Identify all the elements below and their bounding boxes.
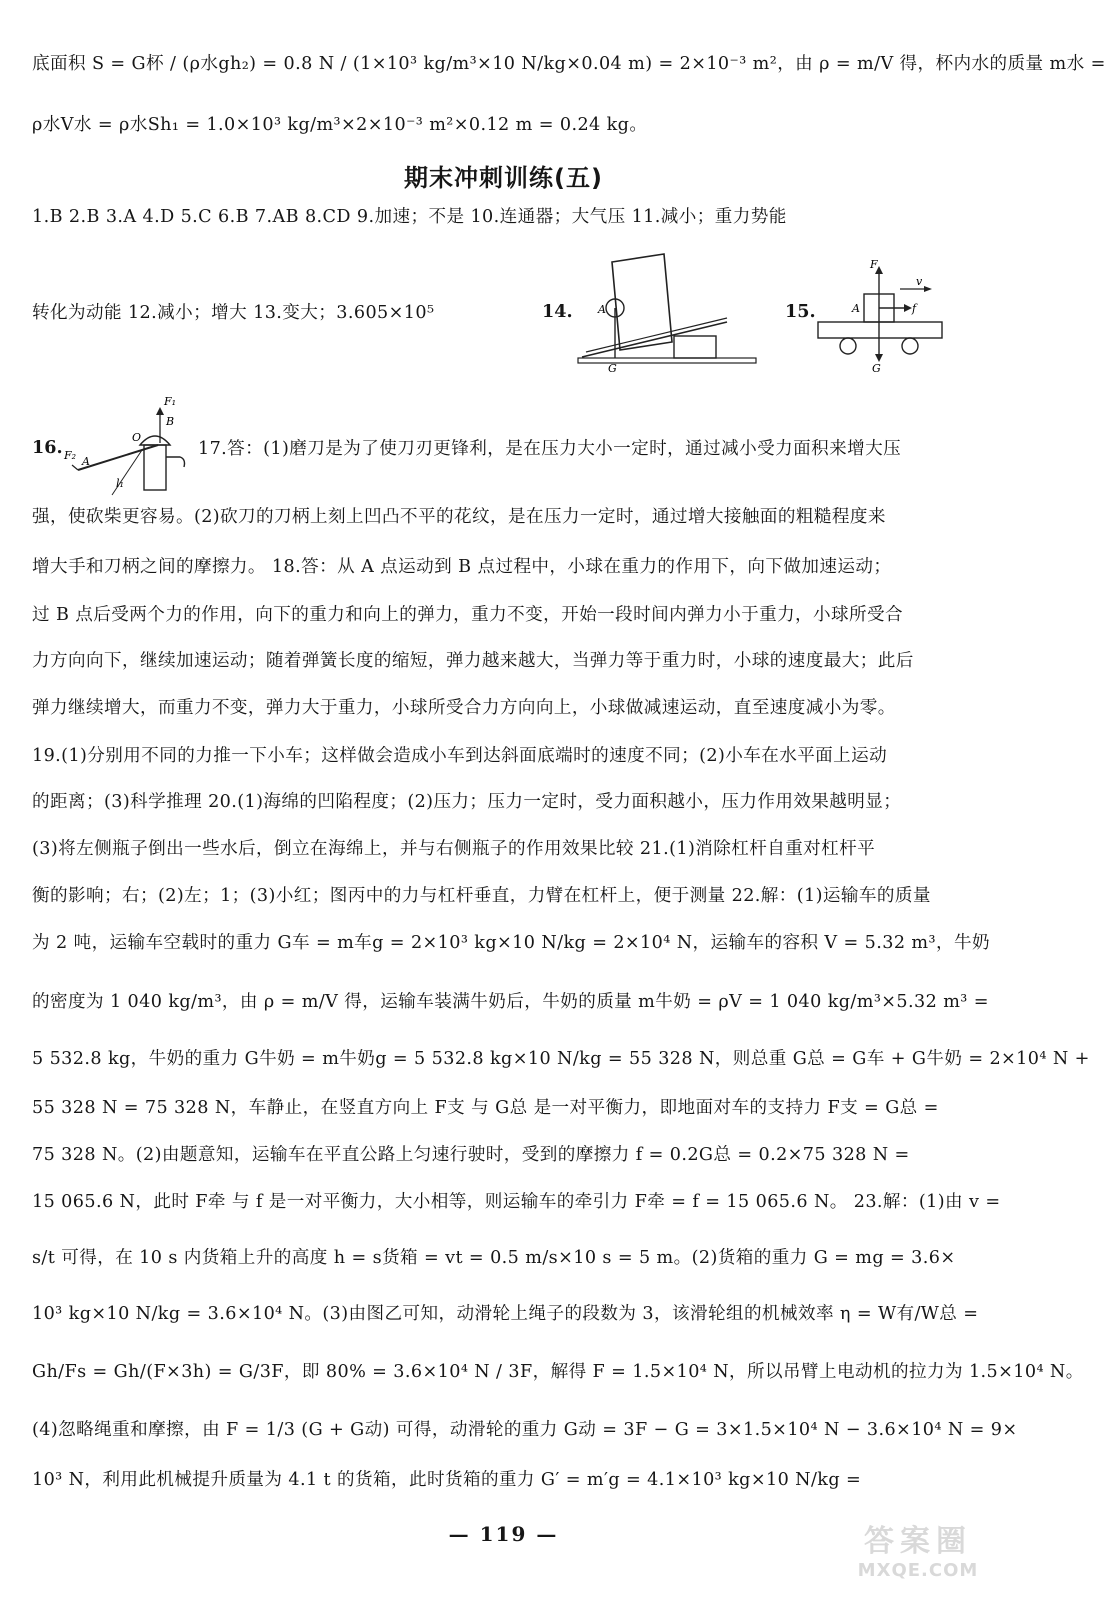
text-line-19: 75 328 N。(2)由题意知，运输车在平直公路上匀速行驶时，受到的摩擦力 f = 0.2G总 = 0.2×75 328 N = [32,1145,910,1165]
text-line-24: (4)忽略绳重和摩擦，由 F = 1/3 (G + G动) 可得，动滑轮的重力 G动 = 3F − G = 3×1.5×10⁴ N − 3.6×10⁴ N = 9× [32,1420,1018,1440]
fig16-letter-f1: F₁ [164,395,177,408]
text-line-16: 的密度为 1 040 kg/m³，由 ρ = m/V 得，运输车装满牛奶后，牛奶的质量 m牛奶 = ρV = 1 040 kg/m³×5.32 m³ = [32,992,989,1012]
text-line-14: 衡的影响；右；(2)左；1；(3)小红；图丙中的力与杠杆垂直，力臂在杠杆上，便于测量 22.解：(1)运输车的质量 [32,886,931,906]
fig16-letter-a: A [82,455,90,468]
text-line-3: 1.B 2.B 3.A 4.D 5.C 6.B 7.AB 8.CD 9.加速；不是 10.连通器；大气压 11.减小；重力势能 [32,207,787,227]
watermark-bottom-text: MXQE.COM [857,1560,979,1581]
figure-15-label: 15. [785,301,816,322]
fig15-letter-g: G [872,362,881,375]
figure-14-lever-diagram [572,250,772,375]
figure-14-label: 14. [542,301,573,322]
figure-16-label: 16. [32,437,63,458]
text-line-18: 55 328 N = 75 328 N，车静止，在竖直方向上 F支 与 G总 是一对平衡力，即地面对车的支持力 F支 = G总 = [32,1098,939,1118]
text-line-9: 力方向向下，继续加速运动；随着弹簧长度的缩短，弹力越来越大，当弹力等于重力时，小球的速度最大；此后 [32,651,914,671]
text-line-6: 强，使砍柴更容易。(2)砍刀的刀柄上刻上凹凸不平的花纹，是在压力一定时，通过增大接触面的粗糙程度来 [32,507,886,527]
fig15-letter-a: A [852,302,860,315]
text-line-4: 转化为动能 12.减小；增大 13.变大；3.605×10⁵ [32,303,435,323]
text-line-23: Gh/Fs = Gh/(F×3h) = G/3F，即 80% = 3.6×10⁴ N / 3F，解得 F = 1.5×10⁴ N，所以吊臂上电动机的拉力为 1.5×10⁴ N。 [32,1362,1084,1382]
section-title: 期末冲刺训练(五) [404,164,603,192]
text-line-22: 10³ kg×10 N/kg = 3.6×10⁴ N。(3)由图乙可知，动滑轮上绳子的段数为 3，该滑轮组的机械效率 η = W有/W总 = [32,1304,979,1324]
watermark-logo [843,1516,993,1592]
page-number: — 119 — [448,1522,559,1546]
text-line-5: 17.答：(1)磨刀是为了使刀刃更锋利，是在压力大小一定时，通过减小受力面积来增大压 [198,439,902,459]
text-line-20: 15 065.6 N，此时 F牵 与 f 是一对平衡力，大小相等，则运输车的牵引力 F牵 = f = 15 065.6 N。 23.解：(1)由 v = [32,1192,1001,1212]
fig14-letter-g: G [608,362,617,375]
text-line-11: 19.(1)分别用不同的力推一下小车；这样做会造成小车到达斜面底端时的速度不同；(2)小车在水平面上运动 [32,746,888,766]
text-line-12: 的距离；(3)科学推理 20.(1)海绵的凹陷程度；(2)压力；压力一定时，受力面积越小，压力作用效果越明显； [32,792,902,812]
text-line-8: 过 B 点后受两个力的作用，向下的重力和向上的弹力，重力不变，开始一段时间内弹力小于重力，小球所受合 [32,605,904,625]
text-line-1: 底面积 S = G杯 / (ρ水gh₂) = 0.8 N / (1×10³ kg/m³×10 N/kg×0.04 m) = 2×10⁻³ m²，由 ρ = m/V 得，杯内水的质量 m水 = [32,54,1106,74]
text-line-17: 5 532.8 kg，牛奶的重力 G牛奶 = m牛奶g = 5 532.8 kg×10 N/kg = 55 328 N，则总重 G总 = G车 + G牛奶 = 2×10⁴ N + [32,1049,1090,1069]
figure-15-cart-diagram [810,256,950,374]
text-line-15: 为 2 吨，运输车空载时的重力 G车 = m车g = 2×10³ kg×10 N/kg = 2×10⁴ N，运输车的容积 V = 5.32 m³，牛奶 [32,933,990,953]
fig14-letter-a: A [598,303,606,316]
text-line-21: s/t 可得，在 10 s 内货箱上升的高度 h = s货箱 = vt = 0.5 m/s×10 s = 5 m。(2)货箱的重力 G = mg = 3.6× [32,1248,956,1268]
figure-16-tap-lever-diagram [60,395,195,495]
fig15-letter-f: f [912,302,917,315]
fig16-letter-l1: l₁ [116,477,124,490]
text-line-10: 弹力继续增大，而重力不变，弹力大于重力，小球所受合力方向向上，小球做减速运动，直至速度减小为零。 [32,698,896,718]
text-line-13: (3)将左侧瓶子倒出一些水后，倒立在海绵上，并与右侧瓶子的作用效果比较 21.(1)消除杠杆自重对杠杆平 [32,839,876,859]
fig15-letter-v: v [916,275,923,288]
text-line-7: 增大手和刀柄之间的摩擦力。 18.答：从 A 点运动到 B 点过程中，小球在重力的作用下，向下做加速运动； [32,557,892,577]
fig16-letter-b: B [166,415,175,428]
text-line-2: ρ水V水 = ρ水Sh₁ = 1.0×10³ kg/m³×2×10⁻³ m²×0.12 m = 0.24 kg。 [32,115,648,135]
fig16-letter-o: O [132,431,142,444]
text-line-25: 10³ N，利用此机械提升质量为 4.1 t 的货箱，此时货箱的重力 G′ = m′g = 4.1×10³ kg×10 N/kg = [32,1470,862,1490]
watermark-top-text: 答案圈 [864,1524,972,1559]
fig15-letter-f-up: F [870,258,878,271]
fig16-letter-f2: F₂ [64,449,77,462]
